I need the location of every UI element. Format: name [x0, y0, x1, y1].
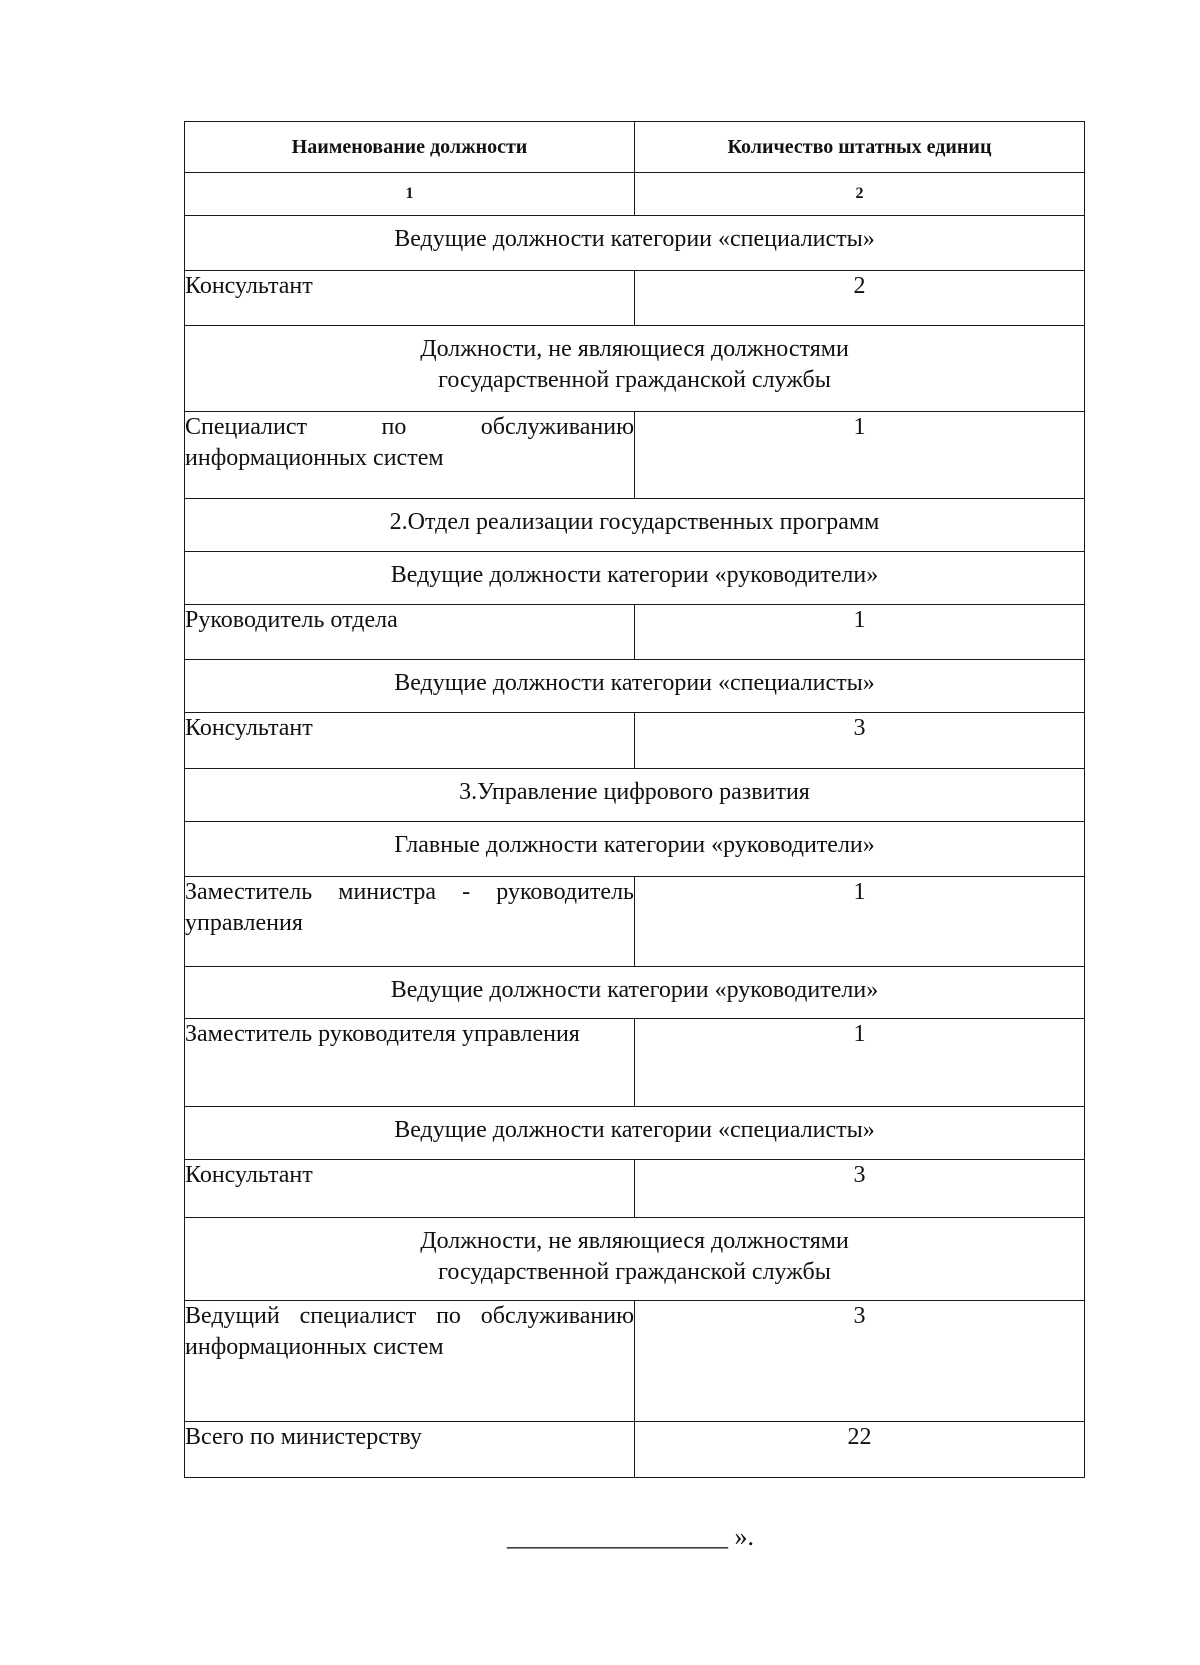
position-name: Специалист по обслуживанию информационных систем — [185, 412, 635, 499]
table-row — [185, 271, 1085, 326]
table-header-row — [185, 122, 1085, 173]
table-section-row — [185, 769, 1085, 822]
position-count: 1 — [635, 412, 1085, 499]
table-section-row — [185, 216, 1085, 271]
position-count: 3 — [635, 713, 1085, 769]
table-section-row — [185, 660, 1085, 713]
position-name: Консультант — [185, 1160, 635, 1218]
column-number-1: 1 — [185, 173, 635, 216]
position-name: Консультант — [185, 713, 635, 769]
section-title: Ведущие должности категории «руководители» — [185, 552, 1085, 605]
section-title: Ведущие должности категории «специалисты» — [185, 660, 1085, 713]
section-title: Главные должности категории «руководители» — [185, 822, 1085, 877]
section-title: Должности, не являющиеся должностями государственной гражданской службы — [185, 1218, 1085, 1301]
position-count: 2 — [635, 271, 1085, 326]
section-title: 2.Отдел реализации государственных программ — [185, 499, 1085, 552]
section-title: 3.Управление цифрового развития — [185, 769, 1085, 822]
table-row — [185, 877, 1085, 967]
table-row — [185, 1301, 1085, 1422]
position-count: 3 — [635, 1301, 1085, 1422]
header-position-name: Наименование должности — [185, 122, 635, 173]
table-row — [185, 1160, 1085, 1218]
table-section-row — [185, 499, 1085, 552]
column-number-row — [185, 173, 1085, 216]
table-section-row — [185, 822, 1085, 877]
position-name: Консультант — [185, 271, 635, 326]
header-staff-count: Количество штатных единиц — [635, 122, 1085, 173]
position-name: Заместитель министра - руководитель управления — [185, 877, 635, 967]
table-section-row — [185, 1218, 1085, 1301]
total-count: 22 — [635, 1422, 1085, 1478]
section-title: Ведущие должности категории «специалисты» — [185, 216, 1085, 271]
section-title: Ведущие должности категории «руководители» — [185, 967, 1085, 1019]
closing-line: _________________ ». — [507, 1522, 754, 1551]
position-count: 1 — [635, 1019, 1085, 1107]
table-section-row — [185, 552, 1085, 605]
table-section-row — [185, 967, 1085, 1019]
section-title: Ведущие должности категории «специалисты» — [185, 1107, 1085, 1160]
position-count: 1 — [635, 877, 1085, 967]
position-name: Заместитель руководителя управления — [185, 1019, 635, 1107]
column-number-2: 2 — [635, 173, 1085, 216]
section-title: Должности, не являющиеся должностями государственной гражданской службы — [185, 326, 1085, 412]
table-row — [185, 1019, 1085, 1107]
table-total-row — [185, 1422, 1085, 1478]
position-name: Руководитель отдела — [185, 605, 635, 660]
total-label: Всего по министерству — [185, 1422, 635, 1478]
position-count: 3 — [635, 1160, 1085, 1218]
table-row — [185, 412, 1085, 499]
staff-table — [184, 121, 1085, 1478]
table-row — [185, 605, 1085, 660]
table-section-row — [185, 1107, 1085, 1160]
table-row — [185, 713, 1085, 769]
position-name: Ведущий специалист по обслуживанию информационных систем — [185, 1301, 635, 1422]
table-section-row — [185, 326, 1085, 412]
position-count: 1 — [635, 605, 1085, 660]
